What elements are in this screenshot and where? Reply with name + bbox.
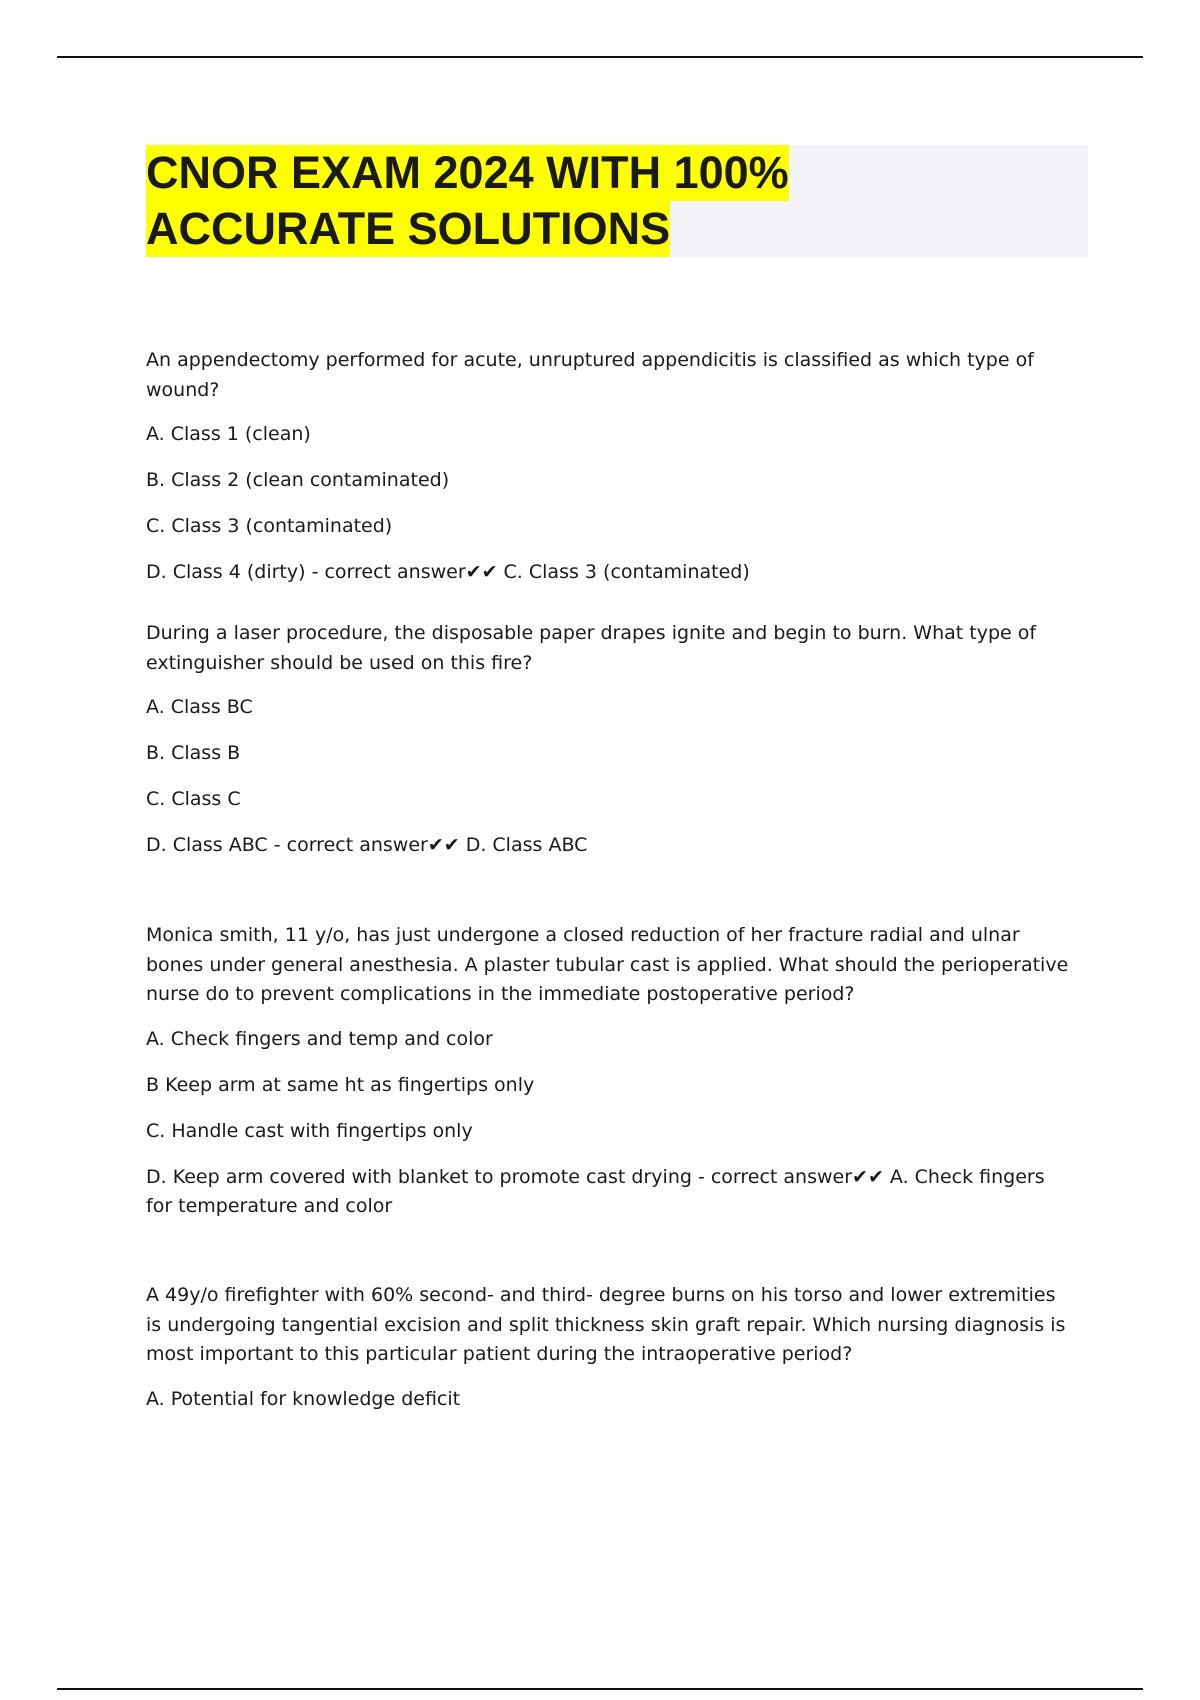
answer-option-a: A. Class BC <box>146 696 253 718</box>
question-block-3 <box>146 921 1076 1222</box>
question-text: During a laser procedure, the disposable paper drapes ignite and begin to burn. What type of extinguisher should be used on this fire? <box>146 622 1037 674</box>
answer-option-b: B. Class 2 (clean contaminated) <box>146 469 450 491</box>
document-title-line-2: ACCURATE SOLUTIONS <box>146 201 670 257</box>
answer-option-d-with-correct-answer: D. Class ABC - correct answer✔✔ D. Class ABC <box>146 834 588 856</box>
answer-option-c: C. Class 3 (contaminated) <box>146 515 393 537</box>
answer-option-a: A. Class 1 (clean) <box>146 423 311 445</box>
question-text: A 49y/o firefighter with 60% second- and third- degree burns on his torso and lower extremities is undergoing tangential excision and split thickness skin graft repair. Which nursing diagnosis is most important to this particular patient during the intraoperative period? <box>146 1284 1066 1365</box>
answer-option-d-with-correct-answer: D. Keep arm covered with blanket to promote cast drying - correct answer✔✔ A. Check fingers for temperature and color <box>146 1165 1045 1217</box>
answer-option-a: A. Check fingers and temp and color <box>146 1027 493 1050</box>
answer-option-b: B. Class B <box>146 742 241 764</box>
question-block-4 <box>146 1281 1076 1414</box>
answer-option-d-with-correct-answer: D. Class 4 (dirty) - correct answer✔✔ C. Class 3 (contaminated) <box>146 561 750 583</box>
header-divider <box>57 56 1143 58</box>
answer-option-b: B Keep arm at same ht as fingertips only <box>146 1073 535 1096</box>
answer-option-c: C. Handle cast with fingertips only <box>146 1119 473 1142</box>
question-text: An appendectomy performed for acute, unruptured appendicitis is classified as which type of wound? <box>146 349 1034 401</box>
answer-option-a: A. Potential for knowledge deficit <box>146 1387 461 1410</box>
document-title-line-1: CNOR EXAM 2024 WITH 100% <box>146 145 789 201</box>
question-block-1 <box>146 346 1076 588</box>
question-block-2 <box>146 619 1076 861</box>
answer-option-c: C. Class C <box>146 788 241 810</box>
question-text: Monica smith, 11 y/o, has just undergone a closed reduction of her fracture radial and ulnar bones under general anesthesia. A plaster tubular cast is applied. What should the perioperative nurse do to prevent complications in the immediate postoperative period? <box>146 924 1069 1005</box>
footer-divider <box>57 1688 1143 1690</box>
